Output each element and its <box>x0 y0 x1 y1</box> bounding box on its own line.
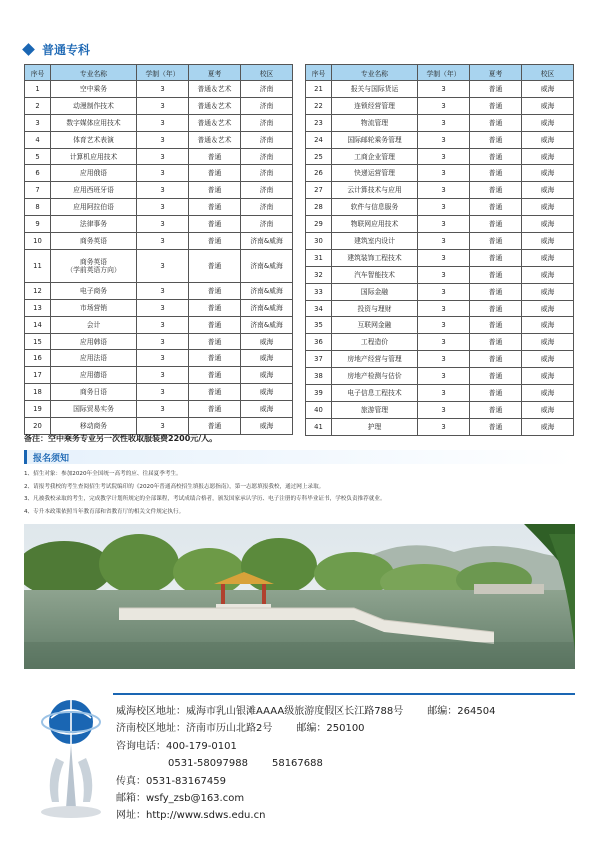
campus: 济南&威海 <box>241 316 293 333</box>
header-duration: 学制（年） <box>137 65 189 81</box>
table-row <box>306 182 574 199</box>
row-number: 38 <box>306 368 332 385</box>
row-number: 17 <box>25 367 51 384</box>
campus: 威海 <box>522 300 574 317</box>
table-row <box>306 114 574 131</box>
major-name: 投资与理财 <box>332 300 418 317</box>
major-name: 应用德语 <box>51 367 137 384</box>
duration-years: 3 <box>418 165 470 182</box>
duration-years: 3 <box>137 316 189 333</box>
weihai-postcode: 邮编：264504 <box>427 706 496 717</box>
table-row <box>25 131 293 148</box>
exam-type: 普通 <box>470 131 522 148</box>
duration-years: 3 <box>137 114 189 131</box>
table-row <box>306 283 574 300</box>
duration-years: 3 <box>137 282 189 299</box>
section-title: 普通专科 <box>42 42 91 57</box>
table-row <box>25 199 293 216</box>
table-row <box>306 351 574 368</box>
exam-type: 普通 <box>189 299 241 316</box>
table-row <box>25 216 293 233</box>
fax-number: 传真：0531-83167459 <box>116 775 226 787</box>
header-exam: 夏考 <box>470 65 522 81</box>
exam-type: 普通 <box>189 233 241 250</box>
notice-item: 3、凡被我校录取的考生，完成教学计划所规定的全部课程，考试成绩合格者，颁发国家承认学历、电子注册的专科毕业证书，学校负责推荐就业。 <box>24 496 386 502</box>
campus: 济南&威海 <box>241 249 293 282</box>
major-name: 互联网金融 <box>332 317 418 334</box>
row-number: 10 <box>25 233 51 250</box>
campus: 济南 <box>241 216 293 233</box>
row-number: 5 <box>25 148 51 165</box>
major-name: 商务英语 <box>51 233 137 250</box>
major-name: 云计算技术与应用 <box>332 182 418 199</box>
exam-type: 普通 <box>470 317 522 334</box>
header-exam: 夏考 <box>189 65 241 81</box>
campus: 威海 <box>522 216 574 233</box>
campus-lake-photo <box>24 524 575 669</box>
campus: 济南 <box>241 131 293 148</box>
section-heading <box>24 40 90 58</box>
row-number: 25 <box>306 148 332 165</box>
row-number: 41 <box>306 418 332 435</box>
header-number: 序号 <box>25 65 51 81</box>
duration-years: 3 <box>137 249 189 282</box>
duration-years: 3 <box>137 148 189 165</box>
header-major: 专业名称 <box>51 65 137 81</box>
jinan-postcode: 邮编：250100 <box>296 723 365 735</box>
table-row <box>306 401 574 418</box>
campus: 济南 <box>241 81 293 98</box>
major-name: 移动商务 <box>51 418 137 435</box>
table-row <box>25 316 293 333</box>
campus: 威海 <box>522 182 574 199</box>
duration-years: 3 <box>137 182 189 199</box>
table-row <box>25 81 293 98</box>
row-number: 35 <box>306 317 332 334</box>
header-major: 专业名称 <box>332 65 418 81</box>
exam-type: 普通 <box>470 199 522 216</box>
phone-secondary: 0531-58097988 <box>168 758 248 770</box>
exam-type: 普通 <box>189 182 241 199</box>
duration-years: 3 <box>137 367 189 384</box>
campus: 威海 <box>522 334 574 351</box>
contact-info <box>116 703 495 825</box>
row-number: 20 <box>25 418 51 435</box>
major-name: 电子商务 <box>51 282 137 299</box>
row-number: 7 <box>25 182 51 199</box>
major-name: 房地产检测与估价 <box>332 368 418 385</box>
campus: 威海 <box>522 81 574 98</box>
campus: 威海 <box>241 418 293 435</box>
table-row <box>25 282 293 299</box>
table-row <box>25 350 293 367</box>
table-row <box>25 418 293 435</box>
exam-type: 普通 <box>189 148 241 165</box>
row-number: 3 <box>25 114 51 131</box>
duration-years: 3 <box>418 401 470 418</box>
row-number: 14 <box>25 316 51 333</box>
major-name: 体育艺术表演 <box>51 131 137 148</box>
duration-years: 3 <box>418 283 470 300</box>
campus: 威海 <box>522 199 574 216</box>
major-name: 汽车智能技术 <box>332 266 418 283</box>
campus: 济南 <box>241 148 293 165</box>
exam-type: 普通 <box>470 283 522 300</box>
exam-type: 普通 <box>189 216 241 233</box>
table-row <box>306 300 574 317</box>
campus: 威海 <box>522 266 574 283</box>
row-number: 18 <box>25 384 51 401</box>
campus: 威海 <box>522 401 574 418</box>
exam-type: 普通 <box>470 216 522 233</box>
weihai-address: 威海校区地址：威海市乳山银滩AAAA级旅游度假区长江路788号 <box>116 706 404 717</box>
exam-type: 普通＆艺术 <box>189 114 241 131</box>
exam-type: 普通 <box>470 148 522 165</box>
major-name: 护理 <box>332 418 418 435</box>
exam-type: 普通 <box>470 97 522 114</box>
exam-type: 普通 <box>189 418 241 435</box>
campus: 威海 <box>241 367 293 384</box>
campus: 威海 <box>241 350 293 367</box>
row-number: 31 <box>306 249 332 266</box>
campus: 威海 <box>522 131 574 148</box>
table-row <box>25 333 293 350</box>
campus: 济南&威海 <box>241 282 293 299</box>
major-name: 国际金融 <box>332 283 418 300</box>
row-number: 19 <box>25 401 51 418</box>
duration-years: 3 <box>418 368 470 385</box>
table-row <box>306 97 574 114</box>
major-name: 电子信息工程技术 <box>332 385 418 402</box>
row-number: 33 <box>306 283 332 300</box>
major-name: 应用俄语 <box>51 165 137 182</box>
row-number: 36 <box>306 334 332 351</box>
row-number: 24 <box>306 131 332 148</box>
row-number: 23 <box>306 114 332 131</box>
campus: 威海 <box>522 148 574 165</box>
campus: 济南 <box>241 114 293 131</box>
exam-type: 普通 <box>189 199 241 216</box>
major-name: 应用西班牙语 <box>51 182 137 199</box>
exam-type: 普通 <box>470 351 522 368</box>
row-number: 27 <box>306 182 332 199</box>
duration-years: 3 <box>137 401 189 418</box>
major-name: 工程造价 <box>332 334 418 351</box>
major-name: 快递运营管理 <box>332 165 418 182</box>
duration-years: 3 <box>137 216 189 233</box>
table-row <box>25 367 293 384</box>
major-name: 工商企业管理 <box>332 148 418 165</box>
major-name: 连锁经营管理 <box>332 97 418 114</box>
row-number: 16 <box>25 350 51 367</box>
campus: 威海 <box>522 351 574 368</box>
duration-years: 3 <box>418 199 470 216</box>
row-number: 13 <box>25 299 51 316</box>
duration-years: 3 <box>137 350 189 367</box>
major-name: 旅游管理 <box>332 401 418 418</box>
duration-years: 3 <box>137 418 189 435</box>
row-number: 29 <box>306 216 332 233</box>
notice-heading <box>24 450 575 464</box>
exam-type: 普通 <box>470 401 522 418</box>
major-name: 空中乘务 <box>51 81 137 98</box>
exam-type: 普通 <box>470 182 522 199</box>
major-name: 应用韩语 <box>51 333 137 350</box>
table-row <box>25 233 293 250</box>
duration-years: 3 <box>137 131 189 148</box>
major-name: 计算机应用技术 <box>51 148 137 165</box>
major-name: 会计 <box>51 316 137 333</box>
campus: 威海 <box>522 97 574 114</box>
row-number: 9 <box>25 216 51 233</box>
campus: 威海 <box>241 333 293 350</box>
campus: 济南 <box>241 182 293 199</box>
website-url: 网址：http://www.sdws.edu.cn <box>116 810 266 822</box>
campus: 威海 <box>241 384 293 401</box>
major-name: 国际贸易实务 <box>51 401 137 418</box>
exam-type: 普通 <box>470 233 522 250</box>
duration-years: 3 <box>418 131 470 148</box>
exam-type: 普通 <box>470 334 522 351</box>
campus: 威海 <box>522 418 574 435</box>
phone-tertiary: 58167688 <box>271 758 323 770</box>
row-number: 26 <box>306 165 332 182</box>
row-number: 22 <box>306 97 332 114</box>
table-row <box>25 97 293 114</box>
notice-item: 2、请报考我校的考生查阅招生考试院编印的《2020年普通高校招生填报志愿指南》，第一志愿填报我校，通过网上录取。 <box>24 483 325 490</box>
duration-years: 3 <box>418 266 470 283</box>
campus: 济南&威海 <box>241 233 293 250</box>
exam-type: 普通 <box>470 300 522 317</box>
exam-type: 普通 <box>189 333 241 350</box>
majors-table-right <box>305 64 574 436</box>
duration-years: 3 <box>137 199 189 216</box>
duration-years: 3 <box>418 300 470 317</box>
duration-years: 3 <box>418 182 470 199</box>
duration-years: 3 <box>418 334 470 351</box>
major-name: 建筑装饰工程技术 <box>332 249 418 266</box>
school-logo <box>26 690 116 838</box>
duration-years: 3 <box>137 165 189 182</box>
table-row <box>25 299 293 316</box>
table-row <box>25 401 293 418</box>
duration-years: 3 <box>418 385 470 402</box>
table-row <box>306 317 574 334</box>
table-row <box>306 368 574 385</box>
table-row <box>25 148 293 165</box>
campus: 威海 <box>522 283 574 300</box>
duration-years: 3 <box>418 81 470 98</box>
table-row <box>306 165 574 182</box>
duration-years: 3 <box>418 216 470 233</box>
table-row <box>306 216 574 233</box>
campus: 济南 <box>241 199 293 216</box>
table-row <box>306 418 574 435</box>
campus: 威海 <box>241 401 293 418</box>
duration-years: 3 <box>418 97 470 114</box>
campus: 威海 <box>522 249 574 266</box>
table-row <box>306 266 574 283</box>
row-number: 37 <box>306 351 332 368</box>
table-row <box>306 385 574 402</box>
exam-type: 普通 <box>470 249 522 266</box>
major-name: 商务英语 （学前英语方向） <box>51 249 137 282</box>
row-number: 15 <box>25 333 51 350</box>
exam-type: 普通 <box>189 367 241 384</box>
footer-divider <box>113 693 575 695</box>
duration-years: 3 <box>137 97 189 114</box>
table-row <box>306 81 574 98</box>
table-row <box>25 165 293 182</box>
exam-type: 普通 <box>189 282 241 299</box>
exam-type: 普通 <box>189 401 241 418</box>
uniform-fee-note: 备注：空中乘务专业另一次性收取服装费2200元/人。 <box>24 434 218 443</box>
campus: 威海 <box>522 368 574 385</box>
exam-type: 普通 <box>470 81 522 98</box>
table-row <box>25 384 293 401</box>
major-name: 数字媒体应用技术 <box>51 114 137 131</box>
email-address: 邮箱：wsfy_zsb@163.com <box>116 792 245 804</box>
header-campus: 校区 <box>522 65 574 81</box>
duration-years: 3 <box>137 81 189 98</box>
duration-years: 3 <box>418 351 470 368</box>
row-number: 34 <box>306 300 332 317</box>
exam-type: 普通 <box>189 165 241 182</box>
phone-primary: 咨询电话：400-179-0101 <box>116 740 237 752</box>
notice-item: 1、招生对象：参加2020年全国统一高考的应、往届夏季考生。 <box>24 471 182 477</box>
duration-years: 3 <box>418 148 470 165</box>
header-campus: 校区 <box>241 65 293 81</box>
duration-years: 3 <box>418 418 470 435</box>
duration-years: 3 <box>137 299 189 316</box>
row-number: 30 <box>306 233 332 250</box>
major-name: 房地产经营与管理 <box>332 351 418 368</box>
row-number: 2 <box>25 97 51 114</box>
row-number: 28 <box>306 199 332 216</box>
duration-years: 3 <box>418 317 470 334</box>
major-name: 物联网应用技术 <box>332 216 418 233</box>
row-number: 8 <box>25 199 51 216</box>
table-row <box>306 131 574 148</box>
exam-type: 普通 <box>189 249 241 282</box>
exam-type: 普通 <box>189 316 241 333</box>
campus: 威海 <box>522 385 574 402</box>
exam-type: 普通 <box>470 266 522 283</box>
diamond-bullet-icon <box>22 43 35 56</box>
jinan-address: 济南校区地址：济南市历山北路2号 <box>116 723 273 735</box>
row-number: 4 <box>25 131 51 148</box>
campus: 威海 <box>522 165 574 182</box>
major-name: 商务日语 <box>51 384 137 401</box>
exam-type: 普通＆艺术 <box>189 81 241 98</box>
table-row <box>306 249 574 266</box>
major-name: 法律事务 <box>51 216 137 233</box>
major-name: 应用阿拉伯语 <box>51 199 137 216</box>
exam-type: 普通 <box>189 350 241 367</box>
major-name: 报关与国际货运 <box>332 81 418 98</box>
table-row <box>306 199 574 216</box>
campus: 济南&威海 <box>241 299 293 316</box>
header-duration: 学制（年） <box>418 65 470 81</box>
exam-type: 普通＆艺术 <box>189 97 241 114</box>
campus: 威海 <box>522 317 574 334</box>
campus: 威海 <box>522 233 574 250</box>
major-name: 软件与信息服务 <box>332 199 418 216</box>
duration-years: 3 <box>137 384 189 401</box>
row-number: 12 <box>25 282 51 299</box>
major-name: 动漫制作技术 <box>51 97 137 114</box>
row-number: 11 <box>25 249 51 282</box>
majors-table-left <box>24 64 293 435</box>
row-number: 21 <box>306 81 332 98</box>
table-row <box>25 182 293 199</box>
exam-type: 普通 <box>470 418 522 435</box>
campus: 济南 <box>241 165 293 182</box>
table-row <box>306 148 574 165</box>
row-number: 6 <box>25 165 51 182</box>
exam-type: 普通 <box>470 165 522 182</box>
major-name: 建筑室内设计 <box>332 233 418 250</box>
header-number: 序号 <box>306 65 332 81</box>
major-name: 物流管理 <box>332 114 418 131</box>
campus: 济南 <box>241 97 293 114</box>
exam-type: 普通 <box>470 385 522 402</box>
exam-type: 普通＆艺术 <box>189 131 241 148</box>
major-name: 应用法语 <box>51 350 137 367</box>
duration-years: 3 <box>137 233 189 250</box>
notice-list <box>24 468 575 518</box>
campus: 威海 <box>522 114 574 131</box>
major-name: 国际邮轮乘务管理 <box>332 131 418 148</box>
notice-title: 报名须知 <box>33 454 70 464</box>
row-number: 39 <box>306 385 332 402</box>
duration-years: 3 <box>137 333 189 350</box>
row-number: 32 <box>306 266 332 283</box>
exam-type: 普通 <box>470 114 522 131</box>
table-row <box>25 114 293 131</box>
table-row <box>306 334 574 351</box>
duration-years: 3 <box>418 249 470 266</box>
row-number: 40 <box>306 401 332 418</box>
duration-years: 3 <box>418 114 470 131</box>
exam-type: 普通 <box>470 368 522 385</box>
notice-item: 4、专升本政策依照当年教育部和省教育厅的相关文件规定执行。 <box>24 508 185 515</box>
major-name: 市场营销 <box>51 299 137 316</box>
table-row <box>25 249 293 282</box>
row-number: 1 <box>25 81 51 98</box>
duration-years: 3 <box>418 233 470 250</box>
table-row <box>306 233 574 250</box>
exam-type: 普通 <box>189 384 241 401</box>
